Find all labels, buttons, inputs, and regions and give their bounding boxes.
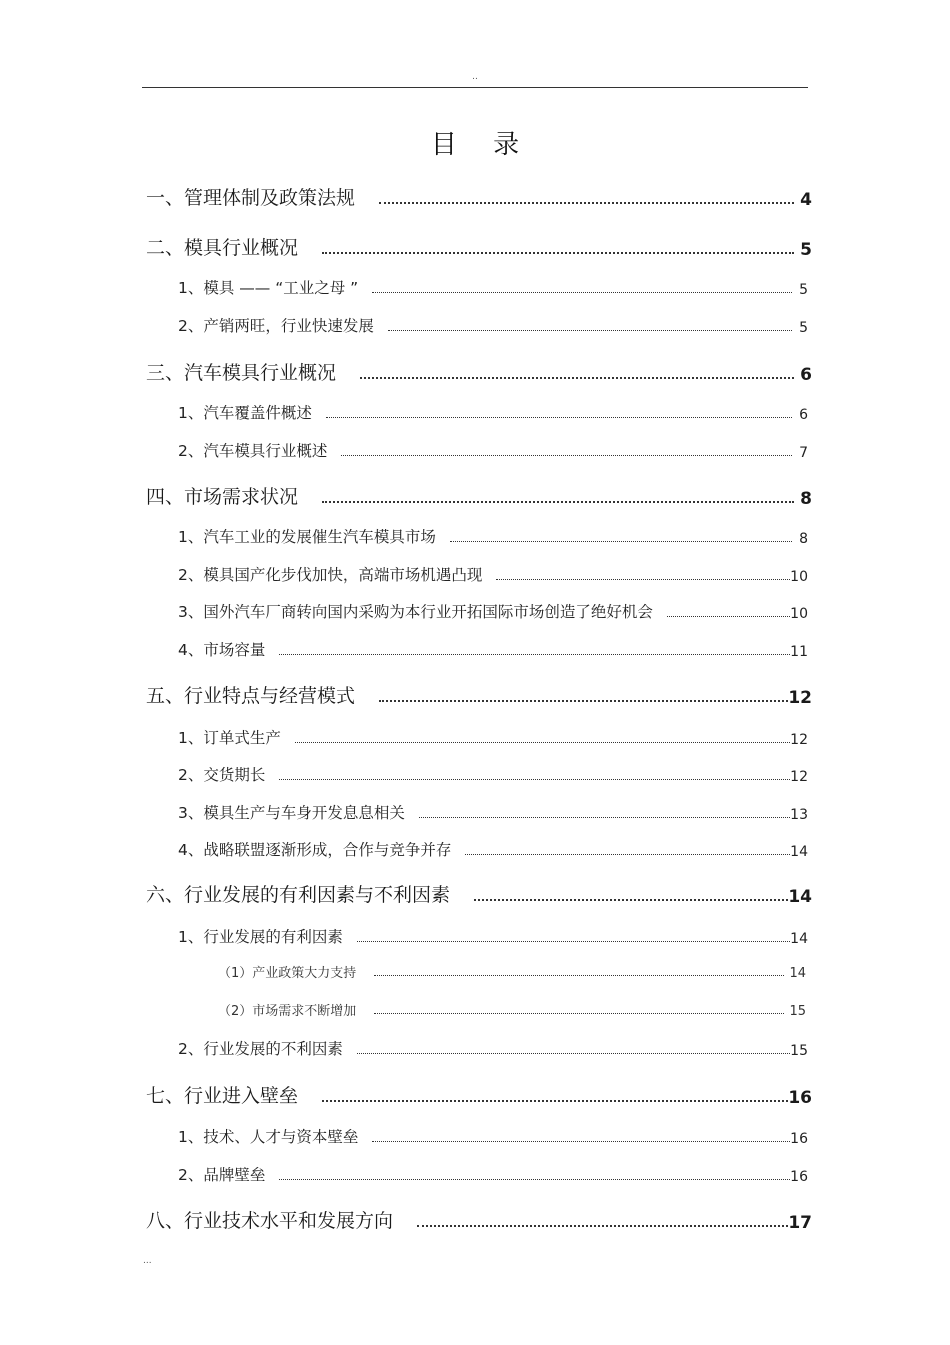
toc-entry-level2[interactable] [178,600,808,622]
toc-title: 目 录 [430,130,534,160]
toc-leader-dots [419,817,790,818]
toc-entry-level2[interactable] [178,638,808,660]
toc-leader-dots [465,854,790,855]
toc-entry-level2[interactable] [178,525,808,547]
toc-page-number: 5 [799,282,808,298]
toc-leader-dots [326,417,792,418]
toc-entry-text: 4、市场容量 [178,641,266,659]
toc-leader-dots [357,1053,790,1054]
toc-entry-text: 五、行业特点与经营模式 [146,685,356,707]
toc-page-number: 15 [789,1004,806,1019]
toc-entry-text: 二、模具行业概况 [146,237,299,259]
toc-page-number: 14 [789,966,806,981]
toc-entry-level1[interactable] [146,880,812,907]
toc-page-number: 16 [790,1131,808,1147]
toc-entry-level1[interactable] [146,183,812,210]
toc-page-number: 12 [788,688,812,708]
toc-entry-text: 七、行业进入壁垒 [146,1085,299,1107]
toc-entry-level1[interactable] [146,358,812,385]
toc-entry-level1[interactable] [146,681,812,708]
toc-entry-text: 2、行业发展的不利因素 [178,1040,343,1058]
toc-leader-dots [279,654,790,655]
toc-entry-level2[interactable] [178,1125,808,1147]
toc-entry-text: 2、汽车模具行业概述 [178,442,328,460]
toc-entry-text: （1）产业政策大力支持 [218,966,357,981]
toc-entry-text: 八、行业技术水平和发展方向 [146,1210,394,1232]
toc-entry-level1[interactable] [146,482,812,509]
toc-leader-dots [322,501,794,503]
toc-entry-text: 一、管理体制及政策法规 [146,187,356,209]
toc-leader-dots [667,616,790,617]
toc-entry-level2[interactable] [178,801,808,823]
toc-entry-text: 1、模具 —— “工业之母 ” [178,279,359,297]
toc-page-number: 8 [799,531,808,547]
toc-entry-text: 1、技术、人才与资本壁垒 [178,1128,359,1146]
footer-mark: ... [143,1256,152,1266]
toc-entry-text: 1、行业发展的有利因素 [178,928,343,946]
toc-leader-dots [295,742,790,743]
toc-entry-text: 2、模具国产化步伐加快，高端市场机遇凸现 [178,566,483,584]
toc-entry-level1[interactable] [146,1206,812,1233]
toc-leader-dots [379,700,788,702]
toc-entry-text: 2、品牌壁垒 [178,1166,266,1184]
toc-entry-level3[interactable] [218,962,806,981]
toc-entry-level1[interactable] [146,233,812,260]
toc-entry-level2[interactable] [178,314,808,336]
header-rule [142,87,808,88]
toc-page-number: 13 [790,807,808,823]
toc-entry-level2[interactable] [178,838,808,860]
toc-entry-level2[interactable] [178,726,808,748]
toc-entry-text: 2、交货期长 [178,766,266,784]
toc-page-number: 12 [790,732,808,748]
toc-entry-text: 1、汽车覆盖件概述 [178,404,312,422]
toc-entry-level2[interactable] [178,1037,808,1059]
toc-leader-dots [388,330,792,331]
toc-leader-dots [322,1100,788,1102]
toc-entry-text: （2）市场需求不断增加 [218,1004,357,1019]
toc-leader-dots [474,899,788,901]
toc-leader-dots [379,202,794,204]
toc-entry-level2[interactable] [178,763,808,785]
toc-page-number: 11 [790,644,808,660]
toc-page-number: 5 [799,320,808,336]
toc-leader-dots [279,779,790,780]
toc-page-number: 8 [800,489,812,509]
toc-entry-text: 1、订单式生产 [178,729,281,747]
toc-entry-text: 2、产销两旺，行业快速发展 [178,317,374,335]
header-mark: .. [472,72,478,82]
toc-page-number: 16 [788,1088,812,1108]
toc-entry-level2[interactable] [178,1163,808,1185]
toc-entry-text: 1、汽车工业的发展催生汽车模具市场 [178,528,436,546]
toc-page-number: 12 [790,769,808,785]
toc-leader-dots [374,975,784,976]
toc-leader-dots [450,541,792,542]
toc-leader-dots [374,1013,784,1014]
toc-entry-text: 3、模具生产与车身开发息息相关 [178,804,405,822]
toc-leader-dots [341,455,792,456]
toc-leader-dots [360,377,794,379]
toc-page-number: 14 [788,887,812,907]
toc-entry-text: 六、行业发展的有利因素与不利因素 [146,884,451,906]
toc-page-number: 10 [790,606,808,622]
toc-page-number: 14 [790,844,808,860]
toc-leader-dots [496,579,790,580]
toc-page-number: 5 [800,240,812,260]
toc-entry-level2[interactable] [178,276,808,298]
toc-leader-dots [322,252,794,254]
toc-page-number: 10 [790,569,808,585]
toc-entry-level3[interactable] [218,1000,806,1019]
toc-page-number: 6 [800,365,812,385]
toc-page-number: 6 [799,407,808,423]
toc-page-number: 4 [800,190,812,210]
toc-entry-text: 三、汽车模具行业概况 [146,362,337,384]
toc-entry-level2[interactable] [178,439,808,461]
toc-entry-text: 3、国外汽车厂商转向国内采购为本行业开拓国际市场创造了绝好机会 [178,603,653,621]
toc-page-number: 14 [790,931,808,947]
toc-entry-level1[interactable] [146,1081,812,1108]
toc-leader-dots [357,941,790,942]
toc-leader-dots [372,1141,790,1142]
toc-entry-text: 4、战略联盟逐渐形成，合作与竞争并存 [178,841,452,859]
toc-page-number: 17 [788,1213,812,1233]
toc-page-number: 15 [790,1043,808,1059]
toc-entry-level2[interactable] [178,563,808,585]
toc-leader-dots [417,1225,788,1227]
toc-page-number: 7 [799,445,808,461]
toc-page-number: 16 [790,1169,808,1185]
toc-entry-level2[interactable] [178,925,808,947]
toc-leader-dots [279,1179,790,1180]
toc-leader-dots [372,292,792,293]
toc-entry-text: 四、市场需求状况 [146,486,299,508]
toc-entry-level2[interactable] [178,401,808,423]
